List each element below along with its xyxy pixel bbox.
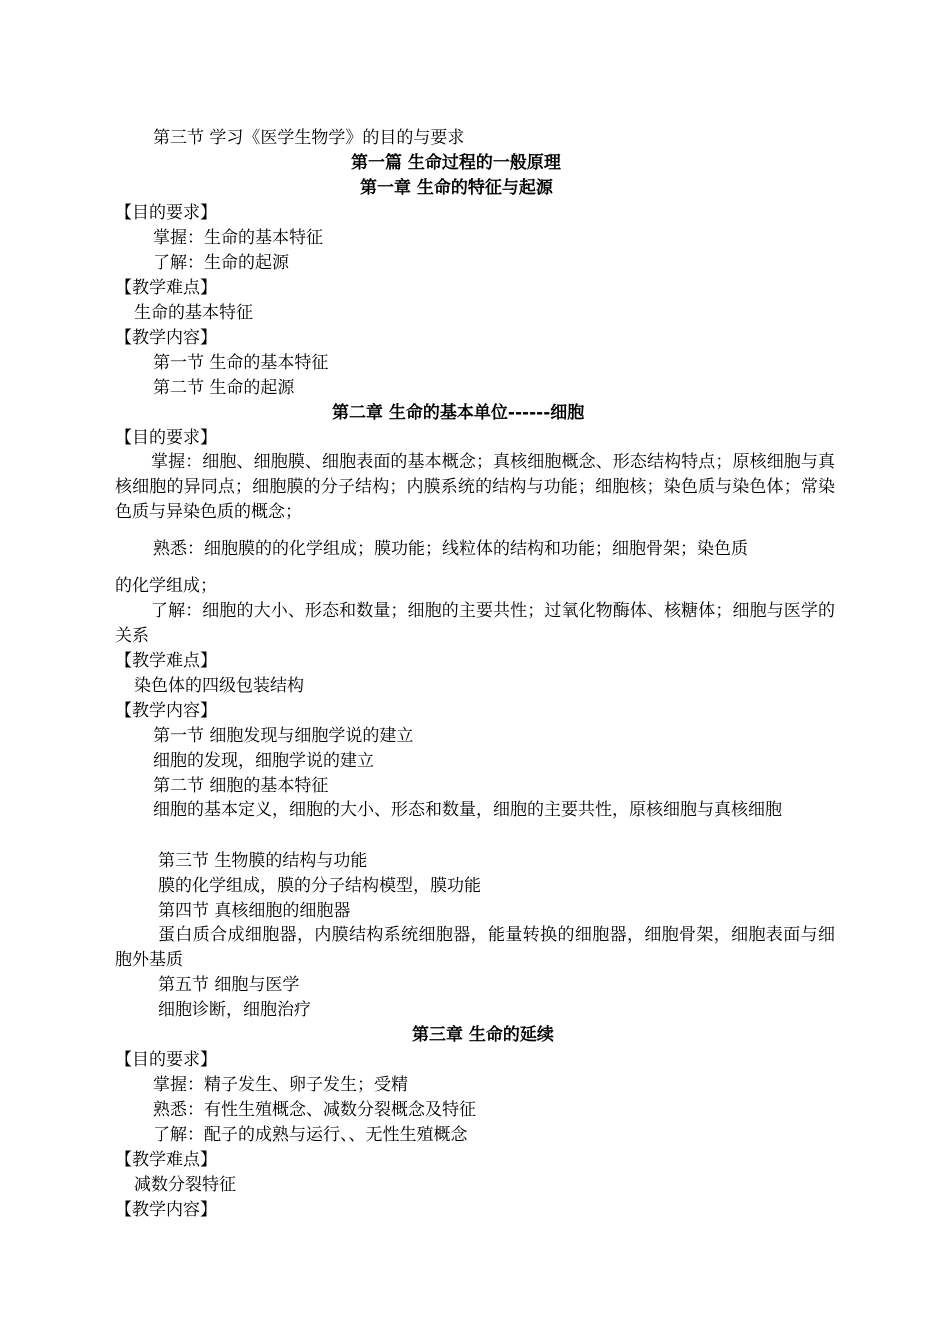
familiar-line: 熟悉：有性生殖概念、减数分裂概念及特征 (153, 1100, 476, 1120)
section-4-content: 蛋白质合成细胞器，内膜结构系统细胞器，能量转换的细胞器，细胞骨架，细胞表面与细胞外基质 (115, 925, 835, 970)
familiar-text-c: ；线粒体的结构和功能；细胞骨架；染色质 (425, 539, 748, 559)
objectives-heading: 【目的要求】 (115, 203, 217, 223)
section-1-line: 第一节 细胞发现与细胞学说的建立 (153, 726, 414, 746)
understand-line: 了解：配子的成熟与运行、、无性生殖概念 (153, 1125, 468, 1145)
master-line: 掌握：精子发生、卵子发生；受精 (153, 1075, 408, 1095)
difficulties-heading: 【教学难点】 (115, 651, 217, 671)
part-1-title: 第一篇 生命过程的一般原理 (351, 153, 561, 173)
familiar-line (153, 538, 748, 560)
chapter-1-title: 第一章 生命的特征与起源 (360, 178, 553, 198)
understand-line: 了解：生命的起源 (153, 253, 289, 273)
section-1-content: 细胞的发现，细胞学说的建立 (153, 751, 374, 771)
difficulties-heading: 【教学难点】 (115, 278, 217, 298)
familiar-line-cont: 的化学组成； (115, 576, 217, 596)
section-1-line: 第一节 生命的基本特征 (153, 353, 329, 373)
familiar-text-a: 熟悉：细胞膜的的化学组成； (153, 539, 374, 559)
understand-paragraph: 了解：细胞的大小、形态和数量；细胞的主要共性；过氧化物酶体、核糖体；细胞与医学的关系 (115, 601, 835, 646)
section-3-content: 膜的化学组成，膜的分子结构模型，膜功能 (158, 876, 481, 896)
difficulty-line: 染色体的四级包装结构 (134, 676, 304, 696)
chapter-3-title: 第三章 生命的延续 (412, 1025, 554, 1045)
section-5-content: 细胞诊断，细胞治疗 (158, 1000, 311, 1020)
section-2-line: 第二节 生命的起源 (153, 378, 295, 398)
objectives-heading: 【目的要求】 (115, 1050, 217, 1070)
familiar-text-b: 膜功能 (374, 539, 425, 559)
section-4-line: 第四节 真核细胞的细胞器 (158, 901, 351, 921)
content-heading: 【教学内容】 (115, 328, 217, 348)
difficulty-line: 减数分裂特征 (134, 1175, 236, 1195)
section-2-content: 细胞的基本定义，细胞的大小、形态和数量，细胞的主要共性，原核细胞与真核细胞 (153, 800, 782, 820)
content-heading: 【教学内容】 (115, 1200, 217, 1220)
master-line: 掌握：生命的基本特征 (153, 228, 323, 248)
section-3-intro: 第三节 学习《医学生物学》的目的与要求 (153, 128, 465, 148)
section-5-line: 第五节 细胞与医学 (158, 975, 300, 995)
section-2-line: 第二节 细胞的基本特征 (153, 776, 329, 796)
objectives-heading: 【目的要求】 (115, 428, 217, 448)
content-heading: 【教学内容】 (115, 701, 217, 721)
difficulties-heading: 【教学难点】 (115, 1150, 217, 1170)
difficulty-line: 生命的基本特征 (134, 303, 253, 323)
section-3-line: 第三节 生物膜的结构与功能 (158, 851, 368, 871)
master-paragraph: 掌握：细胞、细胞膜、细胞表面的基本概念；真核细胞概念、形态结构特点；原核细胞与真核细胞的异同点；细胞膜的分子结构；内膜系统的结构与功能；细胞核；染色质与染色体；常染色质与异染色质的概念； (115, 452, 835, 522)
chapter-2-title: 第二章 生命的基本单位------细胞 (332, 403, 585, 423)
